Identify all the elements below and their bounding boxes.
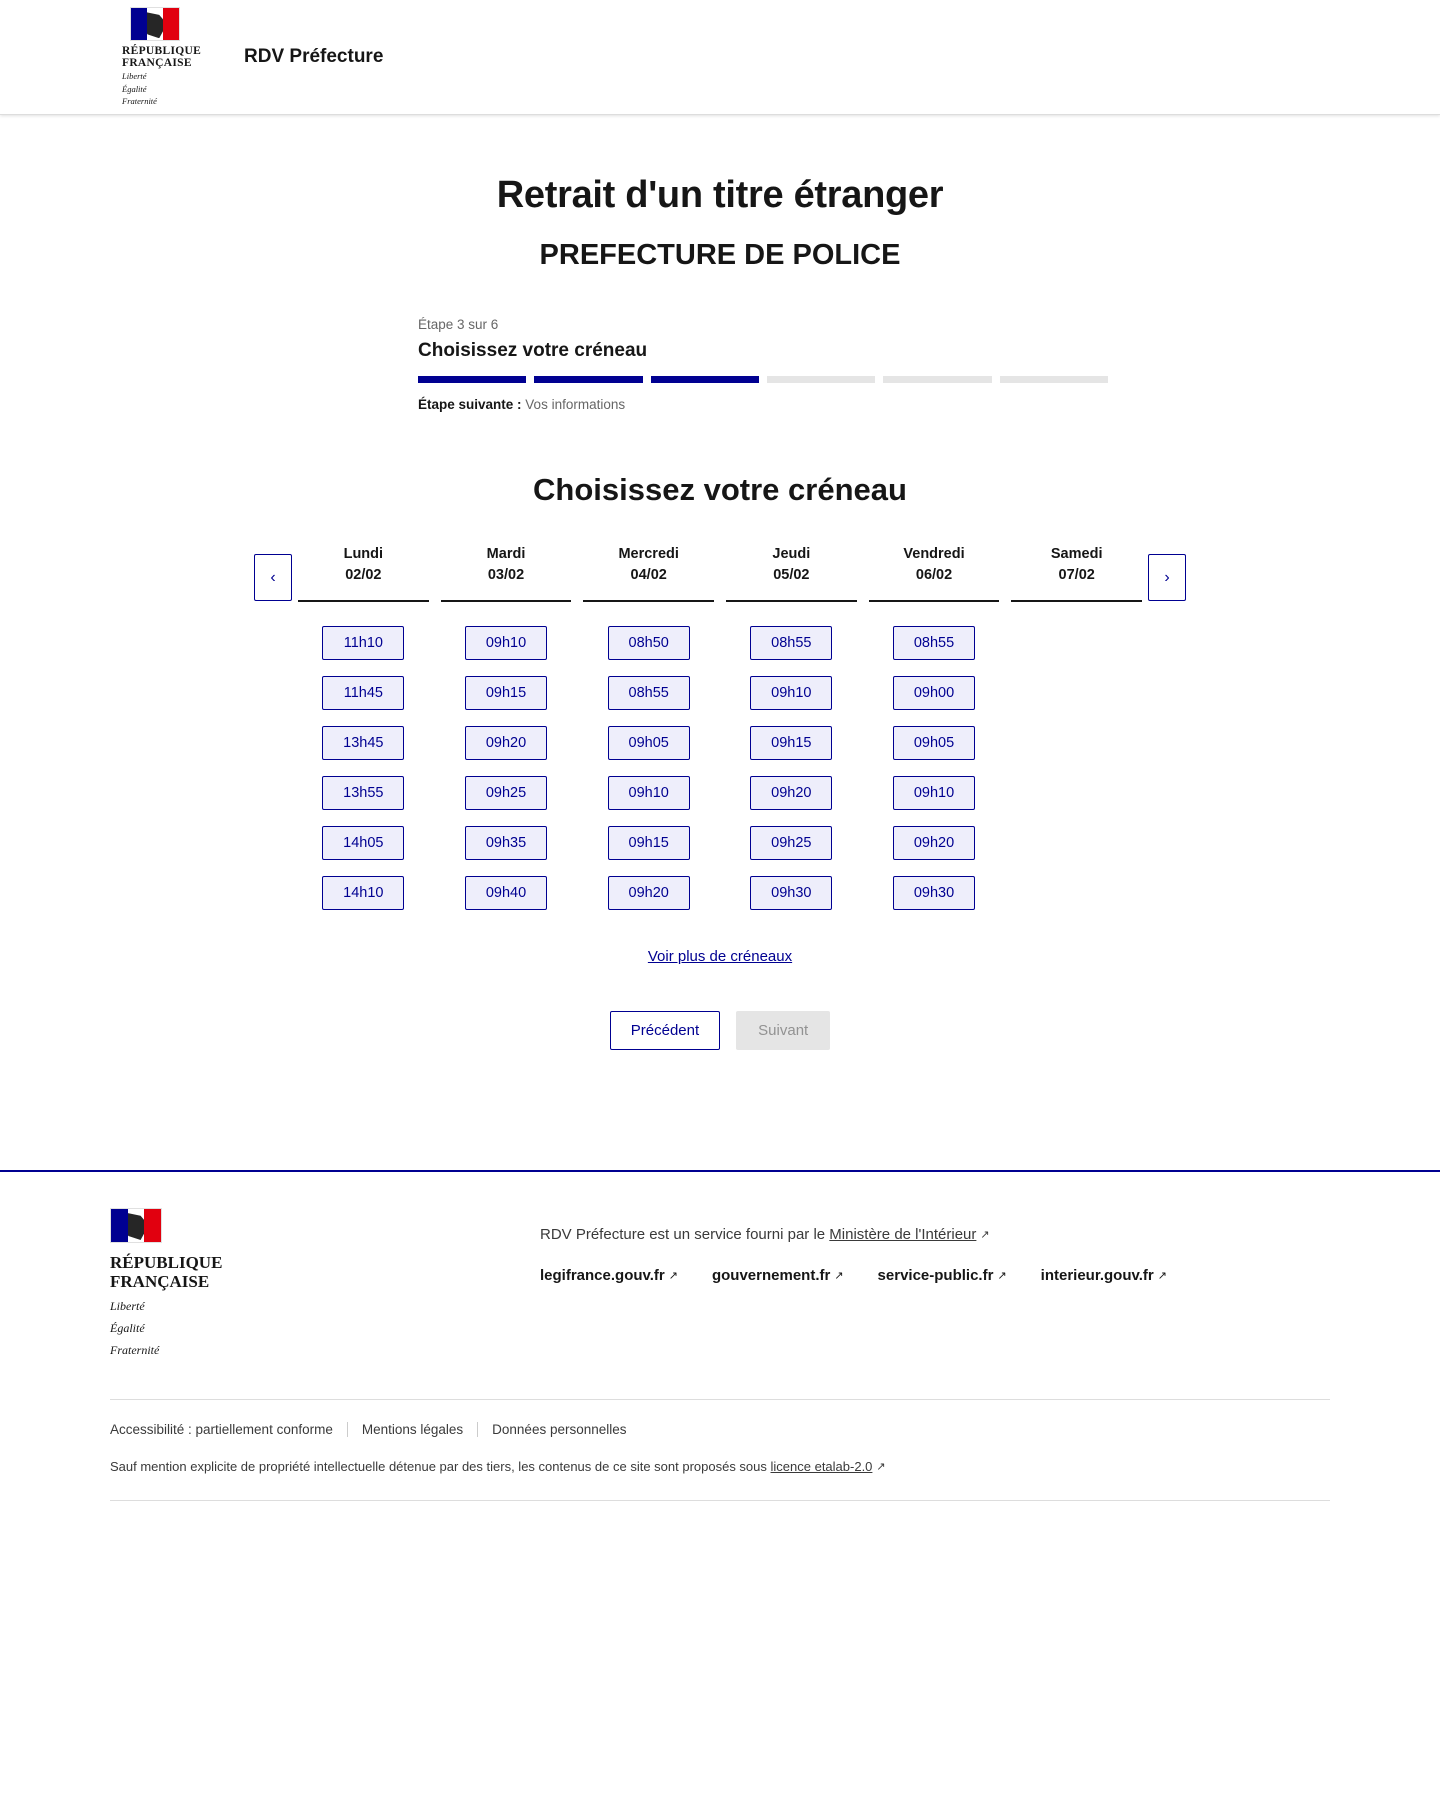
slot-button[interactable]: 09h30 (893, 876, 975, 910)
footer-marianne-logo (110, 1208, 540, 1357)
day-header (583, 544, 714, 600)
calendar (254, 544, 1186, 926)
slot-button[interactable]: 08h50 (608, 626, 690, 660)
day-rule (1011, 600, 1142, 602)
external-link-icon: ↗ (668, 1270, 678, 1282)
service-title: RDV Préfecture (244, 46, 384, 67)
step-bar-4 (767, 376, 875, 383)
day-name: Vendredi (903, 546, 965, 562)
footer-republic-line-2: FRANÇAISE (110, 1272, 210, 1291)
more-slots-link[interactable]: Voir plus de créneaux (647, 948, 793, 965)
step-bar-6 (1000, 376, 1108, 383)
day-rule (298, 600, 429, 602)
devise-egalite: Égalité (122, 83, 147, 94)
footer-bottom-link[interactable]: Données personnelles (492, 1422, 627, 1437)
ministry-link[interactable]: Ministère de l'Intérieur (829, 1226, 977, 1243)
day-date: 07/02 (1058, 567, 1095, 583)
slot-button[interactable]: 09h10 (465, 626, 547, 660)
slot-button[interactable]: 09h30 (750, 876, 832, 910)
day-rule (441, 600, 572, 602)
slot-button[interactable]: 08h55 (750, 626, 832, 660)
footer-bottom-links (110, 1422, 1330, 1437)
step-next-label: Étape suivante : (418, 397, 522, 412)
footer-note (110, 1459, 1330, 1474)
slot-button[interactable]: 11h10 (322, 626, 404, 660)
devise-fraternite: Fraternité (122, 96, 157, 107)
day-rule (583, 600, 714, 602)
slot-button[interactable]: 09h15 (465, 676, 547, 710)
site-header (0, 0, 1440, 115)
day-date: 03/02 (487, 567, 525, 583)
day-column (1005, 544, 1148, 926)
day-name: Mardi (486, 546, 526, 562)
footer-end-rule (110, 1500, 1330, 1501)
slot-button[interactable]: 14h05 (322, 826, 404, 860)
slot-button[interactable]: 09h15 (608, 826, 690, 860)
external-link-icon: ↗ (980, 1229, 990, 1241)
footer-devise-fraternite: Fraternité (110, 1343, 160, 1357)
previous-button[interactable]: Précédent (610, 1011, 720, 1050)
footer-link[interactable]: service-public.fr (877, 1267, 994, 1284)
french-flag-icon-footer (110, 1208, 162, 1243)
slot-button[interactable]: 09h40 (465, 876, 547, 910)
day-column (863, 544, 1006, 926)
slot-button[interactable]: 09h00 (893, 676, 975, 710)
slot-button[interactable]: 09h05 (893, 726, 975, 760)
day-column (720, 544, 863, 926)
footer-link[interactable]: gouvernement.fr (711, 1267, 831, 1284)
slot-button[interactable]: 14h10 (322, 876, 404, 910)
republic-line-2: FRANÇAISE (122, 57, 192, 70)
slots-heading: Choisissez votre créneau (533, 472, 907, 507)
day-header (441, 544, 572, 600)
step-title: Choisissez votre créneau (418, 340, 648, 361)
page-title: Retrait d'un titre étranger (496, 174, 944, 216)
next-week-button[interactable]: › (1148, 554, 1186, 601)
devise-liberte: Liberté (122, 71, 147, 82)
footer-link[interactable]: legifrance.gouv.fr (540, 1267, 665, 1284)
stepper (370, 317, 1070, 412)
main-content (0, 115, 1440, 1050)
day-columns (292, 544, 1148, 926)
footer-link[interactable]: interieur.gouv.fr (1040, 1267, 1154, 1284)
day-rule (869, 600, 1000, 602)
french-flag-icon (130, 7, 180, 41)
step-bar-2 (534, 376, 642, 383)
previous-week-button[interactable]: ‹ (254, 554, 292, 601)
day-name: Samedi (1050, 546, 1103, 562)
day-header (869, 544, 1000, 600)
footer-description-text: RDV Préfecture est un service fourni par le (540, 1226, 830, 1243)
day-header (298, 544, 429, 600)
footer-republic-line-1: RÉPUBLIQUE (110, 1253, 223, 1272)
footer-bottom-link[interactable]: Accessibilité : partiellement conforme (110, 1422, 333, 1437)
day-name: Jeudi (772, 546, 811, 562)
form-actions (0, 1011, 1440, 1050)
etalab-license-link[interactable]: licence etalab-2.0 (770, 1459, 873, 1474)
republic-line-1: RÉPUBLIQUE (122, 45, 202, 58)
step-bar-3 (651, 376, 759, 383)
step-progress-bars (418, 376, 1108, 383)
day-date: 06/02 (915, 567, 953, 583)
slot-button[interactable]: 09h20 (608, 876, 690, 910)
footer-description (540, 1226, 1330, 1243)
slot-button[interactable]: 09h10 (893, 776, 975, 810)
brand-block[interactable] (122, 7, 383, 107)
slot-button[interactable]: 08h55 (893, 626, 975, 660)
day-name: Lundi (343, 546, 384, 562)
step-next (418, 397, 1070, 412)
step-bar-1 (418, 376, 526, 383)
external-link-icon: ↗ (876, 1461, 886, 1473)
day-column (435, 544, 578, 926)
slot-button[interactable]: 13h45 (322, 726, 404, 760)
next-button: Suivant (736, 1011, 830, 1050)
external-link-icon: ↗ (834, 1270, 844, 1282)
organisation-title: PREFECTURE DE POLICE (539, 239, 901, 271)
marianne-logo (122, 7, 218, 107)
day-column (292, 544, 435, 926)
slot-button[interactable]: 09h05 (608, 726, 690, 760)
external-link-icon: ↗ (1157, 1270, 1167, 1282)
day-date: 02/02 (345, 567, 382, 583)
slot-button[interactable]: 09h20 (465, 726, 547, 760)
slot-button[interactable]: 08h55 (608, 676, 690, 710)
site-footer (0, 1170, 1440, 1501)
footer-devise-liberte: Liberté (110, 1299, 145, 1313)
slot-button[interactable]: 09h15 (750, 726, 832, 760)
day-rule (726, 600, 857, 602)
step-bar-5 (883, 376, 991, 383)
external-link-icon: ↗ (997, 1270, 1007, 1282)
slot-button[interactable]: 09h25 (465, 776, 547, 810)
slot-button[interactable]: 13h55 (322, 776, 404, 810)
slot-button[interactable]: 09h20 (750, 776, 832, 810)
day-date: 04/02 (630, 567, 667, 583)
day-header (726, 544, 857, 600)
slot-button[interactable]: 09h35 (465, 826, 547, 860)
step-count: Étape 3 sur 6 (418, 317, 499, 332)
slot-button[interactable]: 09h10 (750, 676, 832, 710)
day-date: 05/02 (773, 567, 810, 583)
day-header (1011, 544, 1142, 600)
footer-devise-egalite: Égalité (110, 1321, 145, 1335)
footer-note-text: Sauf mention explicite de propriété intellectuelle détenue par des tiers, les contenus de ce site sont proposés sous (110, 1459, 771, 1474)
footer-links (540, 1267, 1330, 1285)
day-column (577, 544, 720, 926)
step-next-value: Vos informations (525, 397, 626, 412)
footer-bottom-link[interactable]: Mentions légales (361, 1422, 464, 1437)
slot-button[interactable]: 09h10 (608, 776, 690, 810)
slot-button[interactable]: 09h20 (893, 826, 975, 860)
slot-button[interactable]: 11h45 (322, 676, 404, 710)
day-name: Mercredi (618, 546, 679, 562)
slot-button[interactable]: 09h25 (750, 826, 832, 860)
